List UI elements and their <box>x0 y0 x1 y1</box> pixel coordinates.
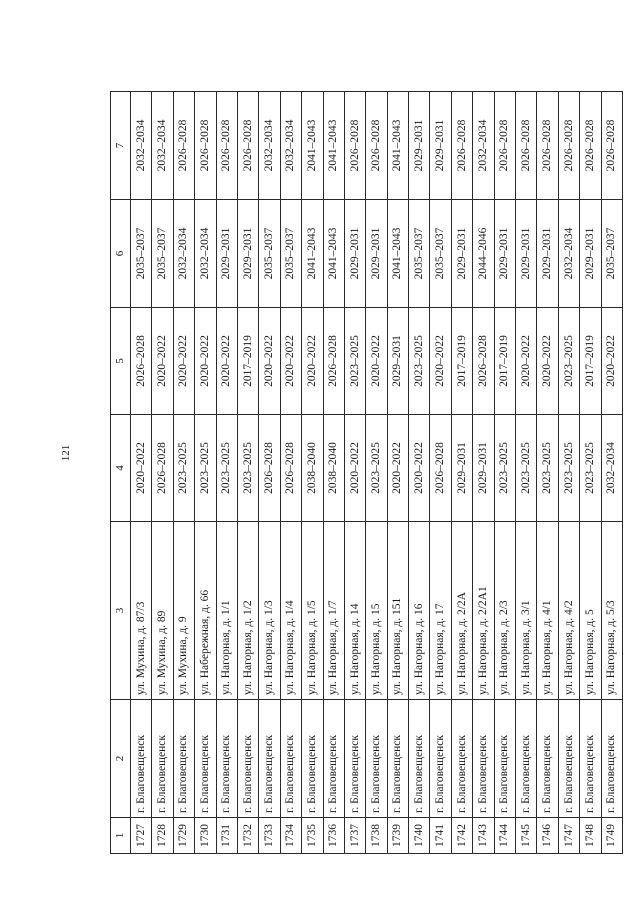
row-number-cell: 1737 <box>344 818 365 854</box>
period-col-6-cell: 2041–2043 <box>387 200 408 308</box>
city-cell: г. Благовещенск <box>195 700 216 818</box>
table-row <box>302 92 323 854</box>
row-number-cell: 1735 <box>302 818 323 854</box>
table-row <box>323 92 344 854</box>
period-col-4-cell: 2020–2022 <box>344 415 365 522</box>
address-cell: ул. Нагорная, д. 1/5 <box>302 522 323 700</box>
city-cell: г. Благовещенск <box>516 700 537 818</box>
period-col-7-cell: 2026–2028 <box>451 92 472 200</box>
table-body <box>111 92 623 854</box>
period-col-5-cell: 2020–2022 <box>173 308 194 415</box>
period-col-4-cell: 2029–2031 <box>473 415 494 522</box>
table-row <box>473 92 494 854</box>
city-cell: г. Благовещенск <box>558 700 579 818</box>
row-number-cell: 1732 <box>237 818 258 854</box>
period-col-4-cell: 2023–2025 <box>237 415 258 522</box>
row-number-cell: 1739 <box>387 818 408 854</box>
period-col-6-cell: 2035–2037 <box>259 200 280 308</box>
column-number-header: 1 <box>111 818 131 854</box>
period-col-6-cell: 2029–2031 <box>237 200 258 308</box>
period-col-6-cell: 2029–2031 <box>344 200 365 308</box>
period-col-7-cell: 2026–2028 <box>173 92 194 200</box>
row-number-cell: 1742 <box>451 818 472 854</box>
address-cell: ул. Нагорная, д. 14 <box>344 522 365 700</box>
address-cell: ул. Нагорная, д. 5/3 <box>601 522 622 700</box>
row-number-cell: 1734 <box>280 818 301 854</box>
city-cell: г. Благовещенск <box>387 700 408 818</box>
table-row <box>280 92 301 854</box>
city-cell: г. Благовещенск <box>537 700 558 818</box>
period-col-5-cell: 2020–2022 <box>280 308 301 415</box>
city-cell: г. Благовещенск <box>601 700 622 818</box>
city-cell: г. Благовещенск <box>494 700 515 818</box>
period-col-4-cell: 2023–2025 <box>216 415 237 522</box>
period-col-5-cell: 2020–2022 <box>366 308 387 415</box>
period-col-4-cell: 2023–2025 <box>537 415 558 522</box>
table-row <box>430 92 451 854</box>
period-col-4-cell: 2023–2025 <box>173 415 194 522</box>
table-row <box>409 92 430 854</box>
period-col-5-cell: 2017–2019 <box>494 308 515 415</box>
table-row <box>237 92 258 854</box>
period-col-4-cell: 2038–2040 <box>323 415 344 522</box>
address-cell: ул. Нагорная, д. 1/1 <box>216 522 237 700</box>
address-cell: ул. Нагорная, д. 5 <box>580 522 601 700</box>
period-col-5-cell: 2026–2028 <box>131 308 152 415</box>
city-cell: г. Благовещенск <box>473 700 494 818</box>
period-col-6-cell: 2035–2037 <box>409 200 430 308</box>
period-col-6-cell: 2035–2037 <box>152 200 173 308</box>
period-col-6-cell: 2029–2031 <box>516 200 537 308</box>
period-col-7-cell: 2032–2034 <box>473 92 494 200</box>
period-col-4-cell: 2026–2028 <box>152 415 173 522</box>
address-cell: ул. Набережная, д. 66 <box>195 522 216 700</box>
period-col-6-cell: 2041–2043 <box>323 200 344 308</box>
period-col-4-cell: 2023–2025 <box>195 415 216 522</box>
address-cell: ул. Мухина, д. 87/3 <box>131 522 152 700</box>
period-col-4-cell: 2020–2022 <box>131 415 152 522</box>
period-col-4-cell: 2026–2028 <box>430 415 451 522</box>
period-col-4-cell: 2026–2028 <box>259 415 280 522</box>
row-number-cell: 1746 <box>537 818 558 854</box>
period-col-6-cell: 2035–2037 <box>280 200 301 308</box>
address-cell: ул. Нагорная, д. 1/4 <box>280 522 301 700</box>
period-col-5-cell: 2023–2025 <box>409 308 430 415</box>
period-col-4-cell: 2038–2040 <box>302 415 323 522</box>
period-col-7-cell: 2026–2028 <box>558 92 579 200</box>
city-cell: г. Благовещенск <box>409 700 430 818</box>
period-col-5-cell: 2020–2022 <box>152 308 173 415</box>
column-number-header: 3 <box>111 522 131 700</box>
table-row <box>451 92 472 854</box>
period-col-6-cell: 2035–2037 <box>430 200 451 308</box>
period-col-4-cell: 2029–2031 <box>451 415 472 522</box>
period-col-7-cell: 2026–2028 <box>216 92 237 200</box>
period-col-7-cell: 2041–2043 <box>387 92 408 200</box>
period-col-7-cell: 2026–2028 <box>237 92 258 200</box>
period-col-4-cell: 2023–2025 <box>580 415 601 522</box>
table-row <box>366 92 387 854</box>
city-cell: г. Благовещенск <box>323 700 344 818</box>
address-cell: ул. Нагорная, д. 2/3 <box>494 522 515 700</box>
city-cell: г. Благовещенск <box>366 700 387 818</box>
table-row <box>558 92 579 854</box>
period-col-7-cell: 2029–2031 <box>409 92 430 200</box>
city-cell: г. Благовещенск <box>131 700 152 818</box>
table-row <box>131 92 152 854</box>
row-number-cell: 1743 <box>473 818 494 854</box>
period-col-4-cell: 2023–2025 <box>558 415 579 522</box>
address-cell: ул. Нагорная, д. 151 <box>387 522 408 700</box>
period-col-5-cell: 2017–2019 <box>580 308 601 415</box>
period-col-5-cell: 2020–2022 <box>216 308 237 415</box>
row-number-cell: 1730 <box>195 818 216 854</box>
table-row <box>601 92 622 854</box>
address-cell: ул. Нагорная, д. 3/1 <box>516 522 537 700</box>
period-col-5-cell: 2026–2028 <box>473 308 494 415</box>
housing-schedule-table <box>110 91 623 854</box>
table-row <box>173 92 194 854</box>
row-number-cell: 1733 <box>259 818 280 854</box>
address-cell: ул. Мухина, д. 89 <box>152 522 173 700</box>
row-number-cell: 1729 <box>173 818 194 854</box>
table-row <box>152 92 173 854</box>
period-col-7-cell: 2032–2034 <box>152 92 173 200</box>
period-col-5-cell: 2020–2022 <box>601 308 622 415</box>
row-number-cell: 1747 <box>558 818 579 854</box>
rotated-table-frame <box>110 92 618 854</box>
period-col-5-cell: 2026–2028 <box>323 308 344 415</box>
period-col-6-cell: 2029–2031 <box>216 200 237 308</box>
city-cell: г. Благовещенск <box>344 700 365 818</box>
city-cell: г. Благовещенск <box>237 700 258 818</box>
period-col-5-cell: 2020–2022 <box>302 308 323 415</box>
row-number-cell: 1738 <box>366 818 387 854</box>
address-cell: ул. Нагорная, д. 17 <box>430 522 451 700</box>
period-col-7-cell: 2032–2034 <box>280 92 301 200</box>
period-col-7-cell: 2026–2028 <box>195 92 216 200</box>
table-row <box>580 92 601 854</box>
period-col-6-cell: 2029–2031 <box>451 200 472 308</box>
row-number-cell: 1748 <box>580 818 601 854</box>
period-col-7-cell: 2041–2043 <box>323 92 344 200</box>
period-col-6-cell: 2032–2034 <box>558 200 579 308</box>
column-number-header: 7 <box>111 92 131 200</box>
table-row <box>516 92 537 854</box>
period-col-5-cell: 2029–2031 <box>387 308 408 415</box>
table-row <box>259 92 280 854</box>
period-col-7-cell: 2032–2034 <box>259 92 280 200</box>
city-cell: г. Благовещенск <box>580 700 601 818</box>
city-cell: г. Благовещенск <box>451 700 472 818</box>
page-number: 121 <box>60 444 72 462</box>
address-cell: ул. Нагорная, д. 1/2 <box>237 522 258 700</box>
table-row <box>195 92 216 854</box>
row-number-cell: 1749 <box>601 818 622 854</box>
column-number-header: 5 <box>111 308 131 415</box>
row-number-cell: 1745 <box>516 818 537 854</box>
period-col-4-cell: 2020–2022 <box>387 415 408 522</box>
column-number-header: 2 <box>111 700 131 818</box>
period-col-4-cell: 2023–2025 <box>494 415 515 522</box>
table-row <box>216 92 237 854</box>
column-number-header: 4 <box>111 415 131 522</box>
period-col-7-cell: 2026–2028 <box>516 92 537 200</box>
address-cell: ул. Нагорная, д. 4/1 <box>537 522 558 700</box>
period-col-6-cell: 2041–2043 <box>302 200 323 308</box>
address-cell: ул. Нагорная, д. 1/7 <box>323 522 344 700</box>
period-col-6-cell: 2029–2031 <box>580 200 601 308</box>
period-col-4-cell: 2026–2028 <box>280 415 301 522</box>
city-cell: г. Благовещенск <box>173 700 194 818</box>
period-col-7-cell: 2026–2028 <box>580 92 601 200</box>
period-col-5-cell: 2020–2022 <box>430 308 451 415</box>
row-number-cell: 1736 <box>323 818 344 854</box>
period-col-4-cell: 2020–2022 <box>409 415 430 522</box>
period-col-7-cell: 2026–2028 <box>344 92 365 200</box>
address-cell: ул. Нагорная, д. 15 <box>366 522 387 700</box>
period-col-6-cell: 2044–2046 <box>473 200 494 308</box>
city-cell: г. Благовещенск <box>280 700 301 818</box>
address-cell: ул. Нагорная, д. 4/2 <box>558 522 579 700</box>
period-col-6-cell: 2029–2031 <box>494 200 515 308</box>
row-number-cell: 1727 <box>131 818 152 854</box>
period-col-6-cell: 2029–2031 <box>537 200 558 308</box>
address-cell: ул. Мухина, д. 9 <box>173 522 194 700</box>
address-cell: ул. Нагорная, д. 1/3 <box>259 522 280 700</box>
table-row <box>387 92 408 854</box>
city-cell: г. Благовещенск <box>216 700 237 818</box>
period-col-7-cell: 2029–2031 <box>430 92 451 200</box>
period-col-4-cell: 2023–2025 <box>366 415 387 522</box>
column-number-header: 6 <box>111 200 131 308</box>
period-col-6-cell: 2029–2031 <box>366 200 387 308</box>
period-col-5-cell: 2020–2022 <box>195 308 216 415</box>
city-cell: г. Благовещенск <box>430 700 451 818</box>
period-col-5-cell: 2020–2022 <box>259 308 280 415</box>
address-cell: ул. Нагорная, д. 16 <box>409 522 430 700</box>
row-number-cell: 1741 <box>430 818 451 854</box>
city-cell: г. Благовещенск <box>302 700 323 818</box>
period-col-6-cell: 2035–2037 <box>601 200 622 308</box>
period-col-5-cell: 2023–2025 <box>558 308 579 415</box>
row-number-cell: 1744 <box>494 818 515 854</box>
table-row <box>344 92 365 854</box>
table-row <box>494 92 515 854</box>
period-col-7-cell: 2032–2034 <box>131 92 152 200</box>
table-row <box>537 92 558 854</box>
period-col-6-cell: 2032–2034 <box>195 200 216 308</box>
city-cell: г. Благовещенск <box>259 700 280 818</box>
period-col-5-cell: 2020–2022 <box>537 308 558 415</box>
period-col-7-cell: 2026–2028 <box>537 92 558 200</box>
row-number-cell: 1740 <box>409 818 430 854</box>
period-col-5-cell: 2023–2025 <box>344 308 365 415</box>
city-cell: г. Благовещенск <box>152 700 173 818</box>
address-cell: ул. Нагорная, д. 2/2А1 <box>473 522 494 700</box>
row-number-cell: 1731 <box>216 818 237 854</box>
period-col-7-cell: 2026–2028 <box>494 92 515 200</box>
header-row <box>111 92 131 854</box>
period-col-7-cell: 2026–2028 <box>366 92 387 200</box>
row-number-cell: 1728 <box>152 818 173 854</box>
period-col-6-cell: 2032–2034 <box>173 200 194 308</box>
period-col-7-cell: 2041–2043 <box>302 92 323 200</box>
address-cell: ул. Нагорная, д. 2/2А <box>451 522 472 700</box>
period-col-6-cell: 2035–2037 <box>131 200 152 308</box>
period-col-5-cell: 2017–2019 <box>451 308 472 415</box>
period-col-4-cell: 2023–2025 <box>516 415 537 522</box>
period-col-5-cell: 2020–2022 <box>516 308 537 415</box>
period-col-5-cell: 2017–2019 <box>237 308 258 415</box>
period-col-7-cell: 2026–2028 <box>601 92 622 200</box>
period-col-4-cell: 2032–2034 <box>601 415 622 522</box>
